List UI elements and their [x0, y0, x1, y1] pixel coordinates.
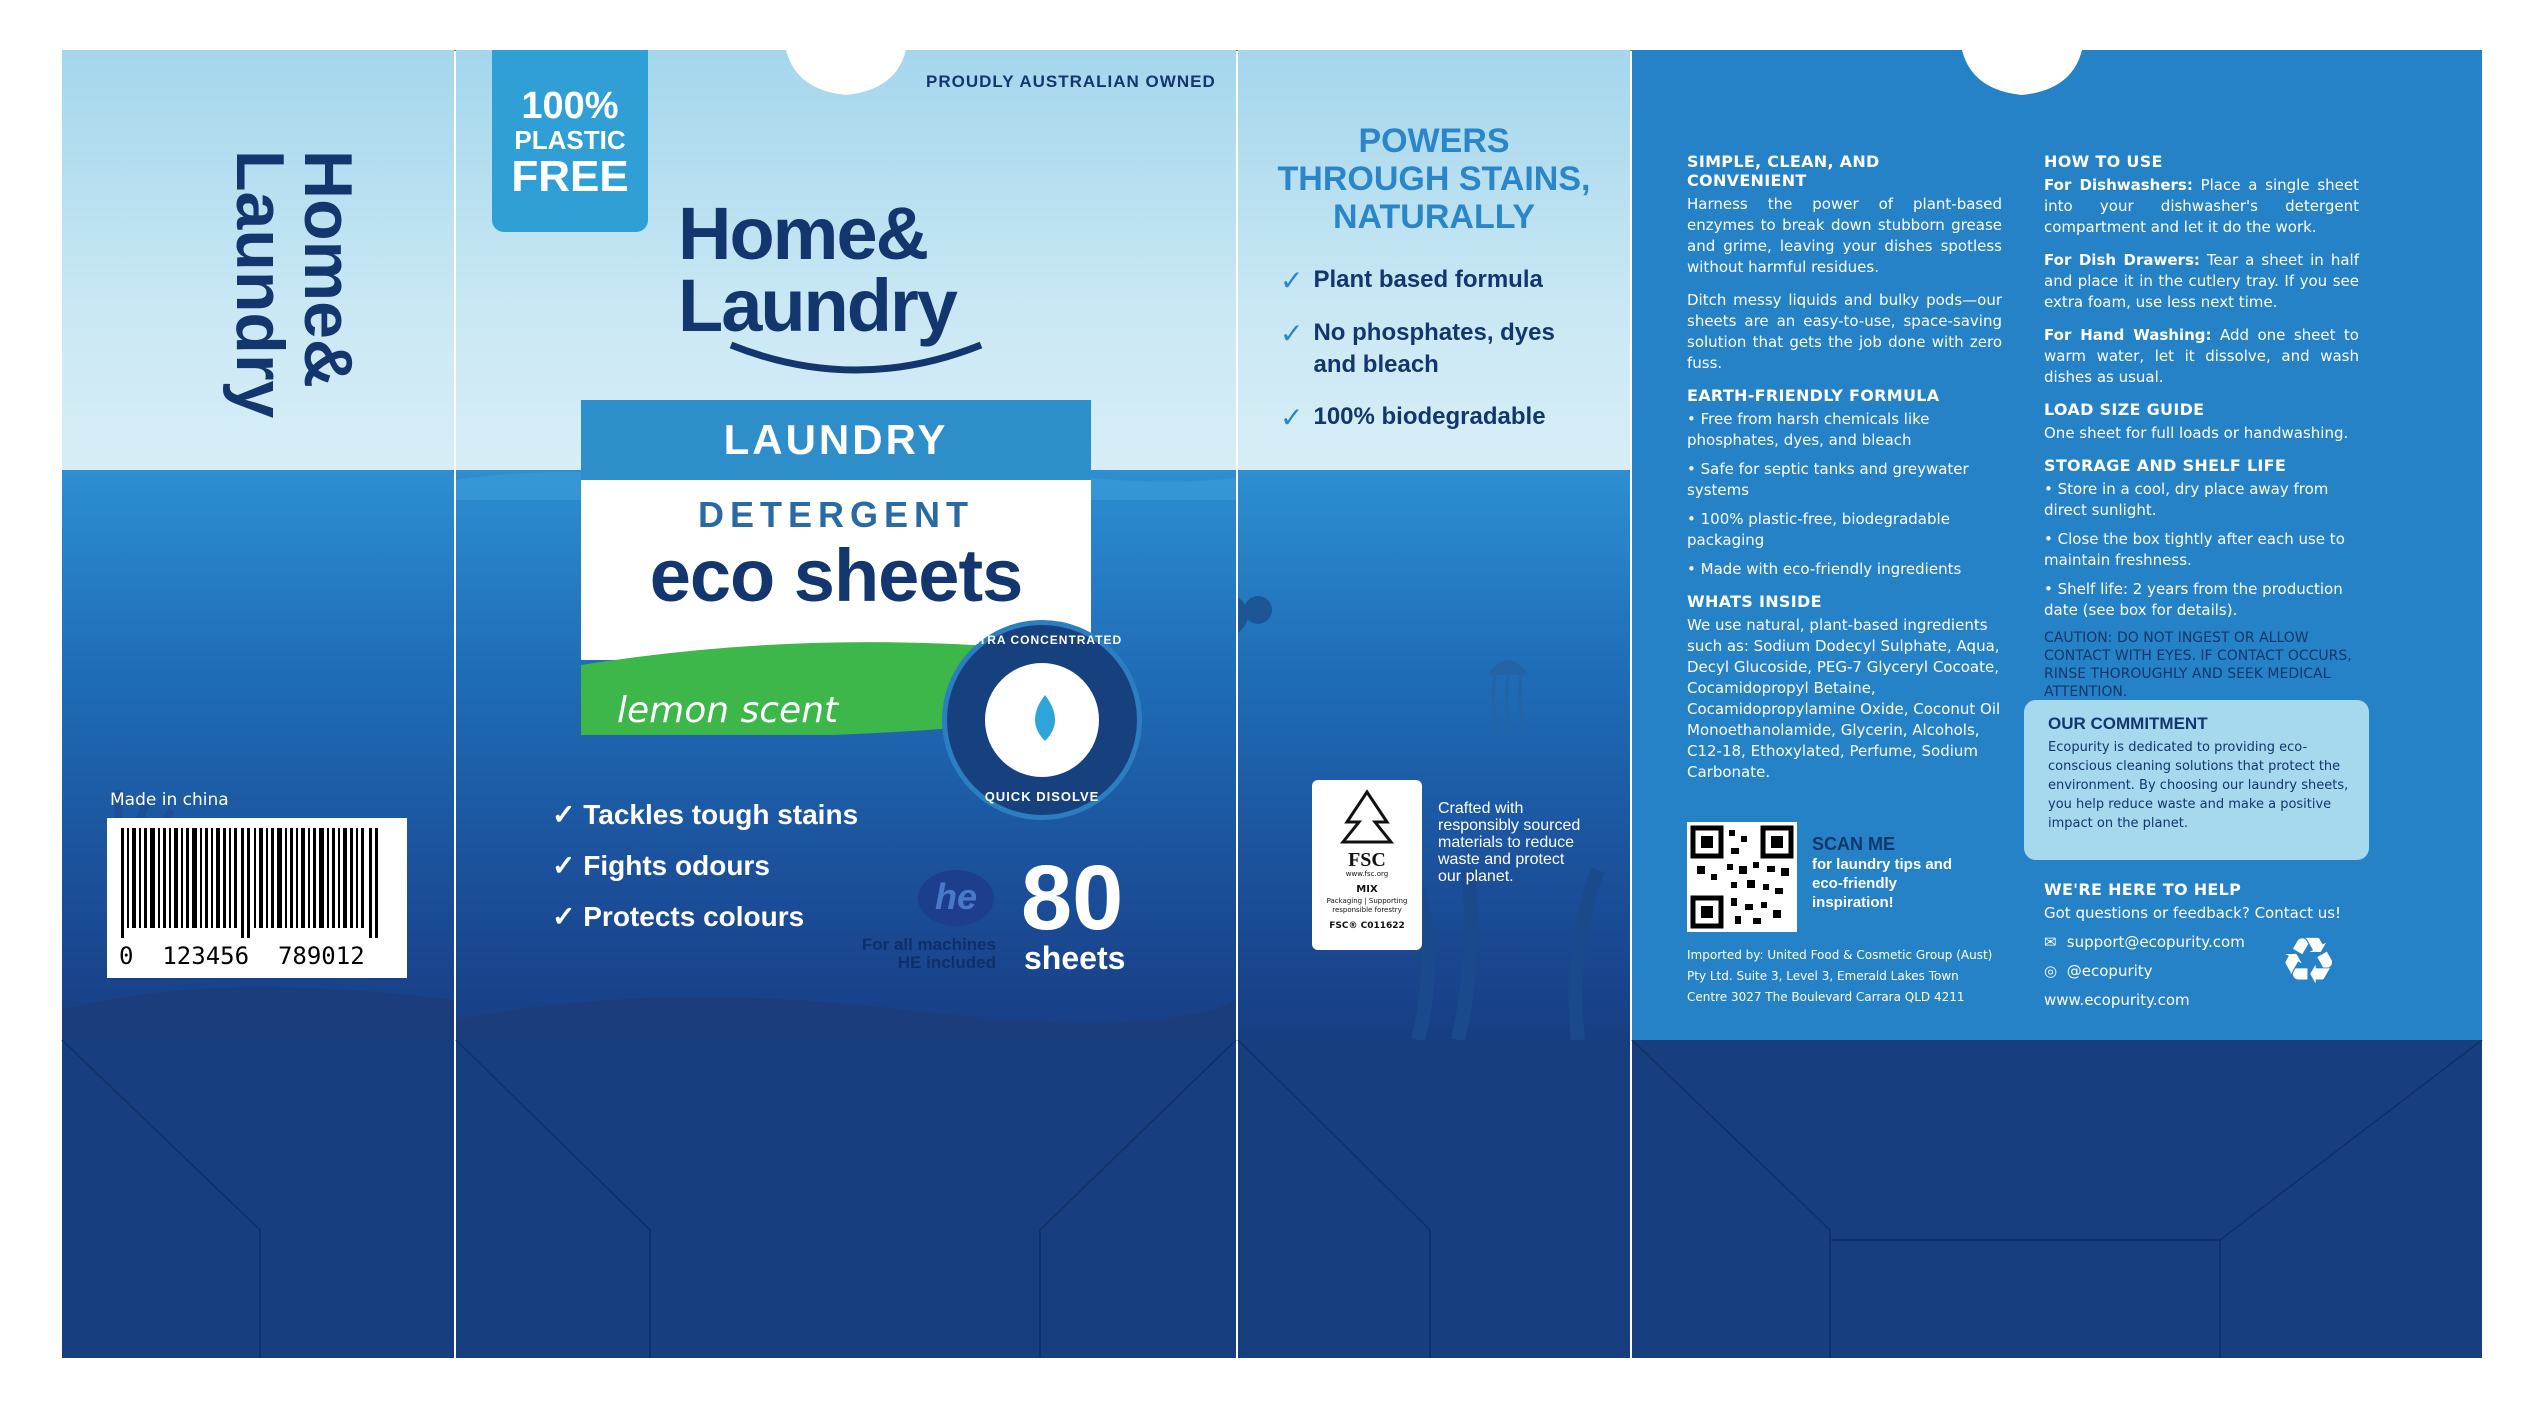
logo-swoosh-icon — [726, 340, 986, 380]
front-logo-line2: Laundry — [678, 264, 956, 347]
instagram-contact[interactable]: ◎ @ecopurity — [2044, 962, 2153, 980]
feature-item: ✓ Fights odours — [552, 850, 770, 881]
he-note: For all machines HE included — [861, 935, 996, 972]
he-logo-text: he — [934, 876, 977, 917]
back-heading: LOAD SIZE GUIDE — [2044, 400, 2205, 419]
plastic-free-badge — [492, 50, 648, 232]
importer-text: Imported by: United Food & Cosmetic Group (Aust) Pty Ltd. Suite 3, Level 3, Emerald Lakes Town Centre 3027 The Boulevard Carrara QLD 4211 — [1687, 948, 1993, 1004]
sheet-count-unit: sheets — [1024, 940, 1126, 976]
left-logo-line1: Home& — [290, 150, 366, 389]
crafted-text: Crafted with responsibly sourced materials to reduce waste and protect our planet. — [1438, 800, 1581, 885]
left-side-panel — [62, 50, 454, 1040]
turtle-icon — [1238, 570, 1288, 660]
website-link[interactable]: www.ecopurity.com — [2044, 991, 2190, 1009]
flap-die-lines — [0, 1040, 2535, 1360]
front-panel — [456, 50, 1236, 1040]
front-logo — [678, 192, 956, 347]
check-icon: ✓ — [1280, 401, 1304, 434]
tuck-notch — [786, 50, 906, 110]
usage-hand-washing: For Hand Washing: Add one sheet to warm water, let it dissolve, and wash dishes as usual. — [2044, 326, 2359, 386]
help-section: WE'RE HERE TO HELP Got questions or feedback? Contact us! ✉ support@ecopurity.com ◎ @ecopurity www.ecopurity.com — [2044, 880, 2344, 1019]
seal-top-text: ULTRA CONCENTRATED — [961, 633, 1123, 647]
ultra-concentrated-seal — [942, 620, 1142, 820]
front-features — [552, 798, 858, 951]
owned-text: PROUDLY AUSTRALIAN OWNED — [926, 72, 1216, 91]
list-item: • Close the box tightly after each use to maintain freshness. — [2044, 530, 2345, 569]
ingredients-text: We use natural, plant-based ingredients such as: Sodium Dodecyl Sulphate, Aqua, Decyl Glucoside, PEG-7 Glyceryl Cocoate, Cocamidopropyl Betaine, Cocamidopropylamine Oxide, Coconut Oil Monoethanolamide, Glycerin, Alcohols, C12-18, Ethoxylated, Perfume, Sodium Carbonate. — [1687, 616, 2001, 781]
back-heading: SIMPLE, CLEAN, AND CONVENIENT — [1687, 152, 1880, 190]
scan-me: SCAN ME for laundry tips and eco-friendly inspiration! — [1812, 834, 1953, 911]
list-item: • Made with eco-friendly ingredients — [1687, 560, 1962, 578]
benefit-item: ✓ Plant based formula — [1280, 264, 1543, 297]
email-contact[interactable]: ✉ support@ecopurity.com — [2044, 933, 2245, 951]
badge-line2: PLASTIC — [514, 125, 626, 155]
label-laundry: LAUNDRY — [723, 416, 949, 463]
badge-line1: 100% — [521, 85, 619, 127]
jellyfish-icon — [1483, 650, 1533, 740]
recycle-icon: ♻ — [2280, 925, 2338, 999]
list-item: • Free from harsh chemicals like phosphates, dyes, and bleach — [1687, 410, 1930, 449]
seal-bottom-text: QUICK DISOLVE — [984, 789, 1100, 804]
back-col1 — [1687, 140, 2002, 795]
left-side-logo — [162, 150, 366, 450]
check-icon: ✓ — [1280, 264, 1304, 297]
mail-icon: ✉ — [2044, 933, 2057, 951]
scent-text: lemon scent — [617, 690, 839, 731]
badge-line3: FREE — [511, 152, 629, 201]
left-logo-line2: Laundry — [222, 150, 298, 419]
fsc-badge: FSC www.fsc.org MIX Packaging | Supporting responsible forestry FSC® C011622 — [1312, 780, 1422, 950]
barcode-bars-icon — [117, 828, 397, 938]
label-eco-sheets: eco sheets — [649, 534, 1023, 617]
back-panel — [1632, 50, 2482, 1040]
barcode-number: 0 123456 789012 — [119, 942, 365, 970]
back-paragraph: Ditch messy liquids and bulky pods—our sheets are an easy-to-use, space-saving solution that gets the job done with zero fuss. — [1687, 291, 2002, 372]
fsc-logo-text: FSC — [1348, 849, 1386, 871]
front-logo-line1: Home& — [678, 192, 928, 275]
glue-strip — [2418, 50, 2482, 1040]
barcode — [107, 818, 407, 978]
qr-code-icon[interactable] — [1687, 822, 1797, 932]
list-item: • Safe for septic tanks and greywater systems — [1687, 460, 1969, 499]
list-item: • 100% plastic-free, biodegradable packaging — [1687, 510, 1950, 549]
qr-pattern — [1687, 822, 1797, 932]
back-tuck-notch — [1962, 50, 2082, 110]
benefit-item: ✓ No phosphates, dyes and bleach — [1280, 317, 1610, 381]
right-headline: POWERS THROUGH STAINS, NATURALLY — [1277, 122, 1591, 236]
usage-dish-drawer: For Dish Drawers: Tear a sheet in half and place it in the cutlery tray. If you see extra foam, use less next time. — [2044, 251, 2359, 311]
list-item: • Shelf life: 2 years from the production date (see box for details). — [2044, 580, 2343, 619]
back-heading: HOW TO USE — [2044, 152, 2163, 171]
list-item: • Store in a cool, dry place away from direct sunlight. — [2044, 480, 2329, 519]
back-heading: STORAGE AND SHELF LIFE — [2044, 456, 2287, 475]
back-heading: EARTH-FRIENDLY FORMULA — [1687, 386, 1940, 405]
back-paragraph: Harness the power of plant-based enzymes to break down stubborn grease and grime, leaving your dishes spotless without harmful residues. — [1687, 195, 2002, 276]
check-icon: ✓ — [1280, 317, 1304, 350]
usage-dishwasher: For Dishwashers: Place a single sheet into your dishwasher's detergent compartment and let it do the work. — [2044, 176, 2359, 236]
benefit-item: ✓ 100% biodegradable — [1280, 401, 1546, 434]
water-drop-icon — [1015, 691, 1075, 751]
fsc-tree-icon — [1337, 788, 1397, 846]
sheet-count: 80 — [1021, 847, 1124, 949]
made-in-label: Made in china — [110, 790, 229, 810]
front-ocean-floor — [456, 970, 1236, 1040]
label-top-bar — [581, 400, 1091, 480]
caution-text: CAUTION: DO NOT INGEST OR ALLOW CONTACT WITH EYES. IF CONTACT OCCURS, RINSE THOROUGHLY AND SEEK MEDICAL ATTENTION. — [2044, 630, 2352, 700]
right-benefits — [1280, 264, 1610, 454]
label-detergent: DETERGENT — [697, 494, 974, 535]
back-heading: WHATS INSIDE — [1687, 592, 1822, 611]
feature-item: ✓ Protects colours — [552, 901, 805, 932]
back-col2: HOW TO USE For Dishwashers: Place a single sheet into your dishwasher's detergent compartment and let it do the work. For Dish Drawers: Tear a sheet in half and place it in the cutlery tray. If you see extra foam, use less next time. For Hand Washing: Add one sheet to warm water, let it dissolve, and wash dishes as usual. LOAD SIZE GUIDE One sheet for full loads or handwashing. STORAGE AND SHELF LIFE • Store in a cool, dry place away from direct sunlight. • Close the box tightly after each use to maintain freshness. • Shelf life: 2 years from the production date (see box for details). CAUTION: DO NOT INGEST OR ALLOW CONTACT WITH EYES. IF CONTACT OCCURS, RINSE THOROUGHLY AND SEEK MEDICAL ATTENTION. — [2044, 152, 2359, 700]
he-logo-icon — [918, 870, 994, 926]
right-side-panel — [1238, 50, 1630, 1040]
instagram-icon: ◎ — [2044, 962, 2058, 980]
feature-item: ✓ Tackles tough stains — [552, 799, 859, 830]
commitment-box: OUR COMMITMENT Ecopurity is dedicated to providing eco-conscious cleaning solutions that protect the environment. By choosing our laundry sheets, you help reduce waste and make a positive impact on the planet. — [2024, 700, 2369, 860]
